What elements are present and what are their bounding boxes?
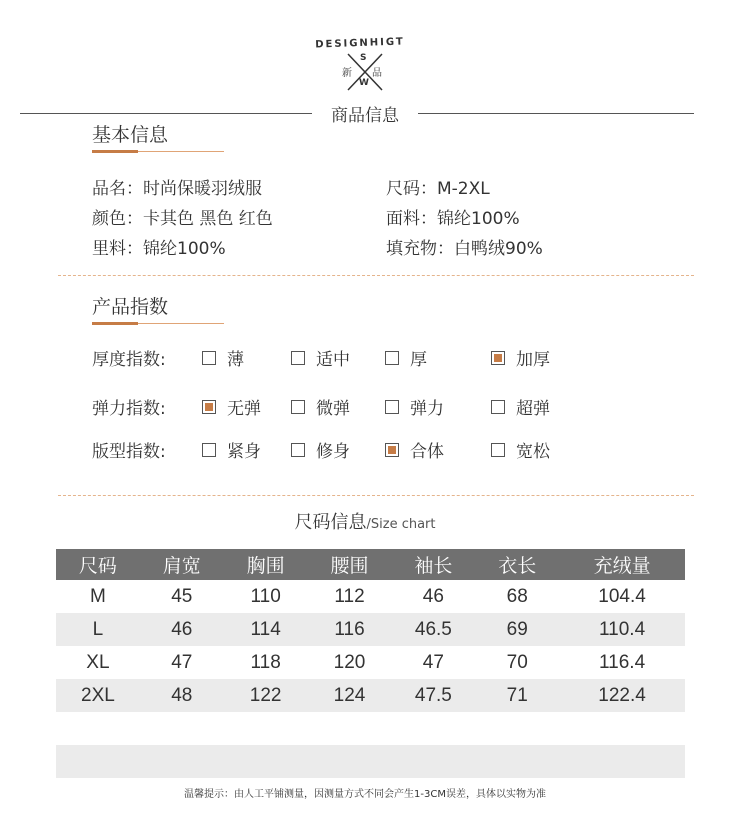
table-cell: 2XL xyxy=(56,679,140,712)
index-option-label: 微弹 xyxy=(316,399,350,419)
divider-1 xyxy=(58,275,694,276)
checkbox-icon xyxy=(202,351,216,365)
size-chart-title xyxy=(0,508,730,534)
logo-s: S xyxy=(360,53,367,63)
table-cell: 112 xyxy=(334,585,365,607)
checkbox-icon xyxy=(202,443,216,457)
table-cell xyxy=(56,712,140,745)
table-cell xyxy=(391,712,475,745)
table-cell: 122.4 xyxy=(559,679,685,712)
index-option-label: 宽松 xyxy=(516,442,550,462)
table-cell: M xyxy=(90,585,106,607)
logo-right-char: 品 xyxy=(372,68,382,79)
product-index-title: 产品指数 xyxy=(92,296,169,318)
info-size-range: 尺码：M-2XL xyxy=(386,179,490,199)
info-fabric: 面料：锦纶100% xyxy=(386,209,520,229)
checkbox-icon xyxy=(491,400,505,414)
table-cell: 71 xyxy=(475,679,559,712)
table-cell: 46 xyxy=(140,613,224,646)
table-cell: 47 xyxy=(171,651,193,673)
size-table-header-cell: 袖长 xyxy=(391,549,475,580)
index-option-label: 修身 xyxy=(316,442,350,462)
index-option-label: 合体 xyxy=(410,442,444,462)
logo-left-char: 新 xyxy=(342,68,352,79)
brand-logo-text: DESIGNHIGT xyxy=(315,36,405,51)
table-row xyxy=(56,580,685,613)
table-cell xyxy=(559,745,685,778)
table-cell: 46 xyxy=(422,585,444,607)
size-table-header-cell: 肩宽 xyxy=(140,549,224,580)
size-table-header-cell: 胸围 xyxy=(224,549,308,580)
index-option-label: 无弹 xyxy=(227,399,261,419)
table-cell: 47 xyxy=(422,651,444,673)
index-option xyxy=(291,394,350,419)
basic-info-underline-accent xyxy=(92,150,138,153)
table-row xyxy=(56,679,685,712)
checkbox-icon xyxy=(385,351,399,365)
table-cell: 116.4 xyxy=(599,651,646,673)
index-option xyxy=(202,345,244,370)
table-row xyxy=(56,712,685,745)
table-cell: 122 xyxy=(224,679,308,712)
info-product-name: 品名：时尚保暖羽绒服 xyxy=(92,179,262,199)
table-cell: L xyxy=(56,613,140,646)
product-index-underline xyxy=(138,323,224,324)
size-table-header-cell: 尺码 xyxy=(56,549,140,580)
checked-box-icon xyxy=(202,400,216,414)
table-cell: 124 xyxy=(308,679,392,712)
table-cell: 118 xyxy=(250,651,281,673)
table-cell xyxy=(56,745,140,778)
table-row xyxy=(56,646,685,679)
table-cell: 70 xyxy=(506,651,528,673)
index-option-label: 加厚 xyxy=(516,350,550,370)
index-option-label: 超弹 xyxy=(516,399,550,419)
table-cell: 104.4 xyxy=(598,585,646,607)
index-option xyxy=(491,394,550,419)
size-table-header-cell: 充绒量 xyxy=(559,549,685,580)
table-cell: 68 xyxy=(506,585,528,607)
logo-w: W xyxy=(359,78,369,88)
table-cell: 114 xyxy=(224,613,308,646)
product-index-underline-accent xyxy=(92,322,138,325)
checkbox-icon xyxy=(291,351,305,365)
table-cell xyxy=(224,745,308,778)
checkbox-icon xyxy=(385,400,399,414)
size-chart-subtitle: /Size chart xyxy=(366,517,436,532)
index-option xyxy=(385,345,427,370)
table-cell: XL xyxy=(86,651,110,673)
info-filling: 填充物：白鸭绒90% xyxy=(386,239,543,259)
basic-info-title: 基本信息 xyxy=(92,124,169,146)
table-cell: 120 xyxy=(333,651,366,673)
table-cell: 48 xyxy=(140,679,224,712)
index-row-label: 弹力指数: xyxy=(92,399,166,419)
header-line-left xyxy=(20,113,312,114)
index-option xyxy=(385,394,444,419)
checked-box-icon xyxy=(491,351,505,365)
info-colors: 颜色：卡其色 黑色 红色 xyxy=(92,209,273,229)
basic-info-underline xyxy=(138,151,224,152)
table-row xyxy=(56,745,685,778)
checkbox-icon xyxy=(491,443,505,457)
divider-2 xyxy=(58,495,694,496)
size-chart-title-text: 尺码信息 xyxy=(294,512,367,533)
size-table-body xyxy=(56,580,685,778)
table-row xyxy=(56,613,685,646)
table-cell xyxy=(475,745,559,778)
table-cell xyxy=(140,712,224,745)
index-row-label: 厚度指数: xyxy=(92,350,166,370)
measurement-note: 温馨提示：由人工平铺测量，因测量方式不同会产生1-3CM误差，具体以实物为准 xyxy=(184,789,546,800)
index-option-label: 弹力 xyxy=(410,399,444,419)
table-cell: 69 xyxy=(475,613,559,646)
index-option xyxy=(491,345,550,370)
index-option xyxy=(491,437,550,462)
size-table xyxy=(56,549,685,778)
table-cell: 116 xyxy=(308,613,392,646)
index-option-label: 薄 xyxy=(227,350,244,370)
table-cell: 110.4 xyxy=(559,613,685,646)
index-option-label: 厚 xyxy=(410,350,427,370)
table-cell: 47.5 xyxy=(391,679,475,712)
checked-box-icon xyxy=(385,443,399,457)
index-option xyxy=(202,437,261,462)
table-cell xyxy=(391,745,475,778)
header-line-right xyxy=(418,113,694,114)
size-table-header xyxy=(56,549,685,580)
table-cell xyxy=(475,712,559,745)
table-cell xyxy=(559,712,685,745)
checkbox-icon xyxy=(291,443,305,457)
table-cell: 45 xyxy=(171,585,193,607)
table-cell: 110 xyxy=(250,585,281,607)
index-option xyxy=(291,345,350,370)
checkbox-icon xyxy=(291,400,305,414)
header-title: 商品信息 xyxy=(331,106,399,126)
table-cell xyxy=(308,745,392,778)
table-cell xyxy=(224,712,308,745)
size-table-header-cell: 腰围 xyxy=(308,549,392,580)
info-lining: 里料：锦纶100% xyxy=(92,239,226,259)
index-option-label: 紧身 xyxy=(227,442,261,462)
index-option xyxy=(385,437,444,462)
table-cell xyxy=(140,745,224,778)
index-option-label: 适中 xyxy=(316,350,350,370)
table-cell: 46.5 xyxy=(391,613,475,646)
table-cell xyxy=(308,712,392,745)
index-row-label: 版型指数: xyxy=(92,442,166,462)
size-table-header-cell: 衣长 xyxy=(475,549,559,580)
index-option xyxy=(291,437,350,462)
index-option xyxy=(202,394,261,419)
